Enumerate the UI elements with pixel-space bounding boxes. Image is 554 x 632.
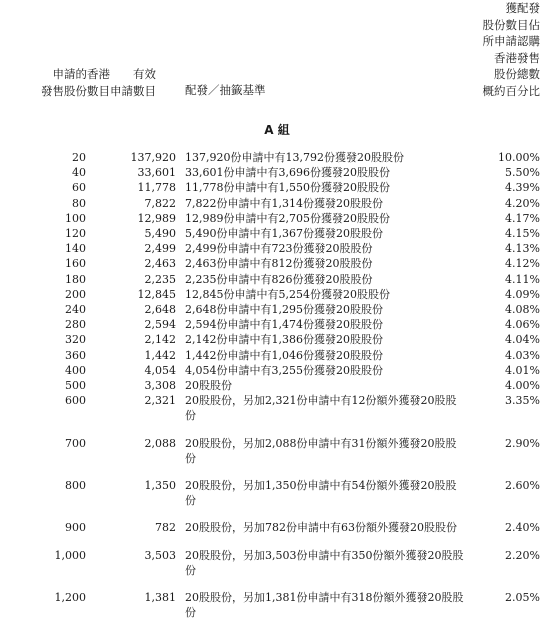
cell-percentage: 2.60% [505,479,540,493]
cell-applied-shares: 900 [65,521,86,535]
header-line: 有效 [133,67,156,81]
table-row [0,317,554,332]
header-basis: 配發／抽籤基準 [185,83,266,97]
cell-applied-shares: 100 [65,211,86,225]
table-row [0,287,554,302]
cell-applied-shares: 800 [65,479,86,493]
cell-valid-applications: 782 [155,521,176,535]
group-title: A 組 [264,123,290,137]
table-row [0,150,554,165]
header-line: 概約百分比 [482,83,540,98]
cell-applied-shares: 240 [65,303,86,317]
cell-valid-applications: 2,499 [144,242,176,256]
cell-basis: 20股股份，另加3,503份申請中有350份額外獲發20股股份 [185,548,464,577]
cell-basis: 20股股份 [185,379,232,393]
cell-percentage: 4.13% [505,242,540,256]
cell-applied-shares: 600 [65,394,86,408]
table-row [0,590,554,620]
header-line: 香港發售 [494,50,540,65]
cell-applied-shares: 320 [65,333,86,347]
cell-percentage: 4.17% [505,211,540,225]
cell-valid-applications: 1,442 [144,348,176,362]
header-line: 申請數目 [110,83,156,98]
cell-basis: 11,778份申請中有1,550份獲發20股股份 [185,181,390,195]
cell-percentage: 2.90% [505,436,540,450]
cell-basis: 20股股份，另加1,381份申請中有318份額外獲發20股股份 [185,591,464,620]
header-percentage [420,0,540,99]
cell-applied-shares: 180 [65,272,86,286]
table-row [0,378,554,393]
cell-valid-applications: 2,235 [144,272,176,286]
table-row [0,363,554,378]
table-row [0,211,554,226]
header-line: 獲配發 [505,1,540,15]
cell-valid-applications: 2,088 [144,436,176,450]
cell-applied-shares: 360 [65,348,86,362]
cell-applied-shares: 60 [72,181,86,195]
cell-valid-applications: 4,054 [144,363,176,377]
cell-valid-applications: 5,490 [144,227,176,241]
cell-valid-applications: 2,463 [144,257,176,271]
table-row [0,196,554,211]
cell-valid-applications: 2,321 [144,394,176,408]
table-row [0,180,554,195]
cell-valid-applications: 2,142 [144,333,176,347]
header-line: 申請的香港 [52,67,110,81]
cell-valid-applications: 137,920 [130,151,176,164]
cell-basis: 1,442份申請中有1,046份獲發20股股份 [185,348,383,362]
cell-basis: 137,920份申請中有13,792份獲發20股股份 [185,151,404,164]
cell-percentage: 4.01% [505,363,540,377]
cell-basis: 20股股份，另加1,350份申請中有54份額外獲發20股股份 [185,479,457,508]
cell-basis: 2,142份申請中有1,386份獲發20股股份 [185,333,383,347]
cell-applied-shares: 80 [72,196,86,210]
table-row [0,302,554,317]
cell-basis: 20股股份，另加782份申請中有63份額外獲發20股股份 [185,521,457,535]
table-row [0,393,554,423]
table-row [0,165,554,180]
cell-percentage: 4.20% [505,196,540,210]
cell-basis: 2,648份申請中有1,295份獲發20股股份 [185,303,383,317]
cell-applied-shares: 1,000 [54,548,86,562]
cell-percentage: 10.00% [498,151,540,164]
cell-valid-applications: 2,648 [144,303,176,317]
table-row [0,272,554,287]
table-row [0,520,554,535]
cell-percentage: 4.06% [505,318,540,332]
cell-percentage: 4.00% [505,379,540,393]
cell-percentage: 4.12% [505,257,540,271]
cell-applied-shares: 40 [72,166,86,180]
cell-valid-applications: 7,822 [144,196,176,210]
cell-percentage: 5.50% [505,166,540,180]
cell-percentage: 4.15% [505,227,540,241]
cell-basis: 2,463份申請中有812份獲發20股股份 [185,257,373,271]
table-row [0,436,554,466]
cell-basis: 7,822份申請中有1,314份獲發20股股份 [185,196,383,210]
table-row [0,548,554,578]
cell-applied-shares: 400 [65,363,86,377]
cell-valid-applications: 1,381 [144,591,176,605]
cell-percentage: 2.40% [505,521,540,535]
cell-percentage: 3.35% [505,394,540,408]
cell-percentage: 4.09% [505,287,540,301]
cell-applied-shares: 120 [65,227,86,241]
cell-percentage: 4.04% [505,333,540,347]
cell-basis: 33,601份申請中有3,696份獲發20股股份 [185,166,390,180]
header-line: 所申請認購 [482,34,540,48]
table-row [0,256,554,271]
cell-valid-applications: 11,778 [137,181,176,195]
header-line: 股份數目佔 [482,17,540,32]
table-row [0,348,554,363]
cell-valid-applications: 1,350 [144,479,176,493]
table-row [0,332,554,347]
cell-applied-shares: 280 [65,318,86,332]
cell-basis: 12,989份申請中有2,705份獲發20股股份 [185,211,390,225]
table-row [0,478,554,508]
cell-basis: 2,594份申請中有1,474份獲發20股股份 [185,318,383,332]
cell-basis: 4,054份申請中有3,255份獲發20股股份 [185,363,383,377]
cell-valid-applications: 2,594 [144,318,176,332]
cell-valid-applications: 3,308 [144,379,176,393]
cell-basis: 2,499份申請中有723份獲發20股股份 [185,242,373,256]
table-row [0,226,554,241]
cell-basis: 20股股份，另加2,088份申請中有31份額外獲發20股股份 [185,436,457,465]
table-row [0,241,554,256]
cell-valid-applications: 12,989 [137,211,176,225]
cell-valid-applications: 33,601 [137,166,176,180]
cell-basis: 2,235份申請中有826份獲發20股股份 [185,272,373,286]
cell-applied-shares: 1,200 [54,591,86,605]
cell-basis: 5,490份申請中有1,367份獲發20股股份 [185,227,383,241]
cell-percentage: 4.39% [505,181,540,195]
cell-applied-shares: 20 [72,151,86,164]
header-valid-applications [76,66,156,99]
cell-basis: 20股股份，另加2,321份申請中有12份額外獲發20股股份 [185,394,457,423]
cell-applied-shares: 700 [65,436,86,450]
cell-valid-applications: 3,503 [144,548,176,562]
cell-valid-applications: 12,845 [137,287,176,301]
cell-applied-shares: 140 [65,242,86,256]
header-line: 發售股份數目 [41,83,110,98]
cell-percentage: 4.11% [505,272,540,286]
header-line: 股份總數 [494,67,540,81]
cell-applied-shares: 200 [65,287,86,301]
cell-applied-shares: 160 [65,257,86,271]
cell-percentage: 2.05% [505,591,540,605]
cell-percentage: 2.20% [505,548,540,562]
cell-percentage: 4.08% [505,303,540,317]
cell-applied-shares: 500 [65,379,86,393]
cell-basis: 12,845份申請中有5,254份獲發20股股份 [185,287,390,301]
allocation-table [0,150,554,632]
cell-percentage: 4.03% [505,348,540,362]
